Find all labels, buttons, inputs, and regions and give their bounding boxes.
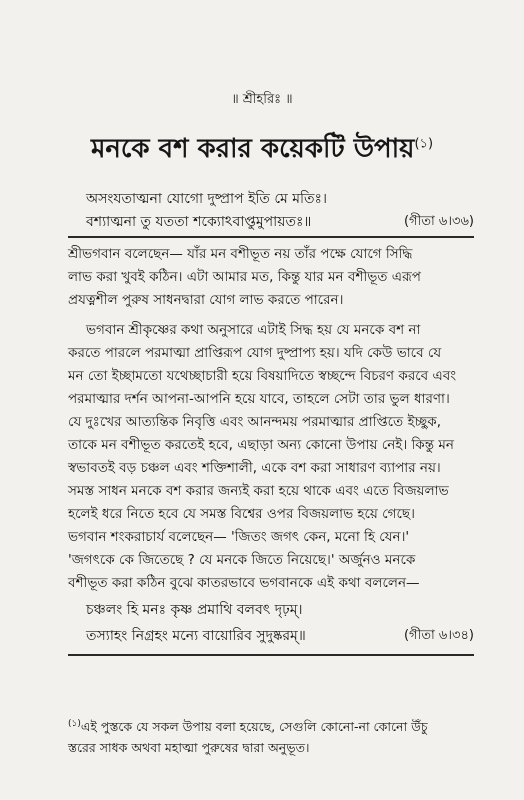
chapter-title-text: মনকে বশ করার কয়েকটি উপায় [90, 134, 415, 164]
verse2-line1: চঞ্চলং হি মনঃ কৃষ্ণ প্রমাথি বলবৎ দৃঢ়ম্। [86, 602, 303, 618]
verse1-reference: (গীতা ৬।৩৬) [403, 214, 474, 229]
body-line: যে দুঃখের আত্যন্তিক নিবৃত্তি এবং আনন্দময় পরমাত্মার প্রাপ্তিতে ইচ্ছুক, [68, 414, 442, 430]
verse1-line2-text: বশ্যাত্মনা তু যততা শক্যোঽবাপ্তুমুপায়তঃ॥ [86, 214, 312, 230]
body-line: স্বভাবতই বড় চঞ্চল এবং শক্তিশালী, একে বশ করা সাধারণ ব্যাপার নয়। [68, 460, 441, 476]
verse2-line2 [86, 626, 474, 646]
verse1-line1: অসংযতাত্মনা যোগো দুষ্প্রাপ ইতি মে মতিঃ। [86, 191, 327, 207]
body-line: মন তো ইচ্ছামতো যথেচ্ছাচারী হয়ে বিষয়াদিতে স্বচ্ছন্দে বিচরণ করবে এবং [68, 368, 457, 384]
body-line: শ্রীভগবান বলেছেন— যাঁর মন বশীভূত নয় তাঁর পক্ষে যোগে সিদ্ধি [68, 246, 413, 262]
body-line: হলেই ধরে নিতে হবে যে সমস্ত বিশ্বের ওপর বিজয়লাভ হয়ে গেছে। [68, 506, 415, 522]
body-line: ভগবান শ্রীকৃষ্ণের কথা অনুসারে এটাই সিদ্ধ হয় যে মনকে বশ না [86, 322, 421, 338]
body-line: 'জগৎকে কে জিতেছে ? যে মনকে জিতে নিয়েছে।' অর্জুনও মনকে [68, 552, 416, 568]
invocation-heading: ॥ শ্রীহরিঃ ॥ [231, 92, 293, 107]
verse2-divider [68, 654, 474, 656]
chapter-title [0, 128, 524, 172]
verse2-line2-text: তস্যাহং নিগ্রহং মন্যে বায়োরিব সুদুষ্করম্॥ [86, 628, 306, 644]
title-footnote-mark: (১) [414, 136, 434, 152]
footnote-line2: স্তরের সাধক অথবা মহাত্মা পুরুষের দ্বারা অনুভূত। [68, 740, 310, 755]
verse1-line2 [86, 212, 474, 232]
body-line: তাকে মন বশীভূত করতেই হবে, এছাড়া অন্য কোনো উপায় নেই। কিন্তু মন [68, 437, 454, 453]
footnote-line1 [68, 714, 474, 737]
footnote-line1-text: এই পুস্তকে যে সকল উপায় বলা হয়েছে, সেগুলি কোনো-না কোনো উঁচু [80, 719, 428, 735]
footnote-mark: (১) [68, 719, 81, 729]
body-line: সমস্ত সাধন মনকে বশ করার জন্যই করা হয়ে থাকে এবং এতে বিজয়লাভ [68, 483, 449, 499]
body-line: প্রযত্নশীল পুরুষ সাধনদ্বারা যোগ লাভ করতে পারেন। [68, 292, 344, 308]
verse2-reference: (গীতা ৬।৩৪) [403, 628, 474, 643]
body-line: ভগবান শংকরাচার্য বলেছেন— 'জিতং জগৎ কেন, মনো হি যেন।' [68, 529, 410, 545]
verse1-divider [68, 236, 474, 238]
body-line: লাভ করা খুবই কঠিন। এটা আমার মত, কিন্তু যার মন বশীভূত এরূপ [68, 269, 421, 285]
body-line: করতে পারলে পরমাত্মা প্রাপ্তিরূপ যোগ দুষ্প্রাপ্য হয়। যদি কেউ ভাবে যে [68, 345, 442, 361]
body-line: পরমাত্মার দর্শন আপনা-আপনি হয়ে যাবে, তাহলে সেটা তার ভুল ধারণা। [68, 391, 450, 407]
body-line: বশীভূত করা কঠিন বুঝে কাতরভাবে ভগবানকে এই কথা বললেন— [68, 575, 420, 591]
